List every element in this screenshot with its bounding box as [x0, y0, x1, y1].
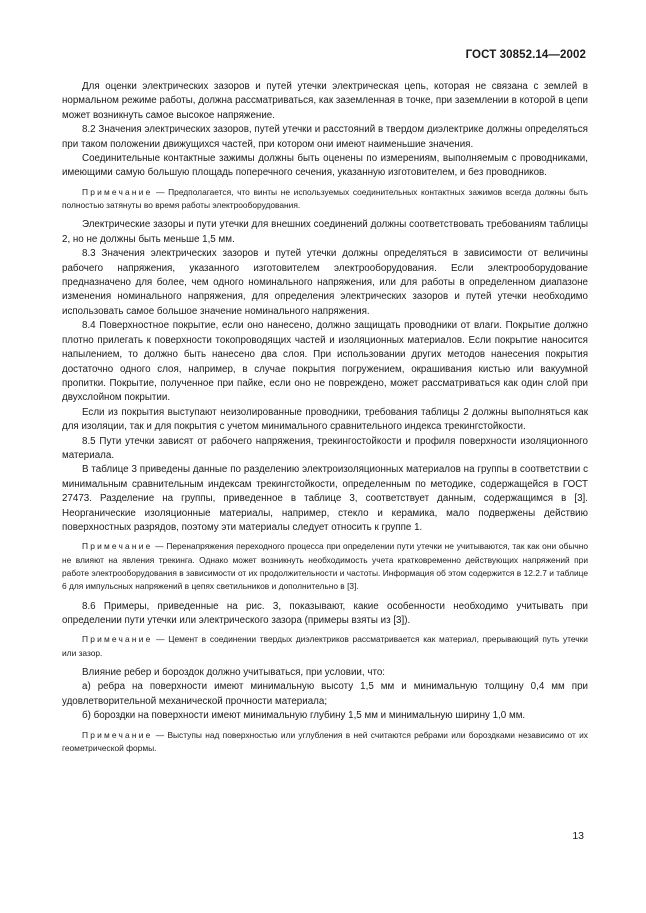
paragraph-8-3: 8.3 Значения электрических зазоров и путей утечки должны определяться в зависимости от величины рабочего напряжения, указанного изготовителем электрооборудования. Если электрооборудование предназначено для более, чем одного номинального напряжения, или для работы в определенном диапазоне изменения номинального напряжения, для определения электрических зазоров и путей утечки необходимо использовать самое большое значение номинального напряжения. — [62, 248, 588, 317]
paragraph-terminals: Соединительные контактные зажимы должны быть оценены по измерениям, выполняемым с проводниками, имеющими самую большую площадь поперечного сечения, указанную изготовителем, и без проводников. — [62, 153, 588, 179]
paragraph-ribs: а) ребра на поверхности имеют минимальную высоту 1,5 мм и минимальную толщину 0,4 мм при удовлетворительной механической прочности материала; — [62, 681, 588, 707]
page-body — [62, 80, 588, 761]
paragraph-circuit-grounding: Для оценки электрических зазоров и путей утечки электрическая цепь, которая не связана с землей в нормальном режиме работы, должна рассматриваться, как заземленная в точке, при заземлении в которой в цепи может возникнуть самое высокое напряжение. — [62, 81, 588, 121]
note-label: Примечание — [82, 729, 153, 740]
paragraph-bare-conductors: Если из покрытия выступают неизолированные проводники, требования таблицы 2 должны выполняться как для изоляции, так и для покрытия с учетом минимального сравнительного индекса трекингстойкости. — [62, 406, 588, 433]
paragraph-ribs-grooves: Влияние ребер и бороздок должно учитываться, при условии, что: — [82, 666, 386, 678]
paragraph-grooves: б) бороздки на поверхности имеют минимальную глубину 1,5 мм и минимальную ширину 1,0 мм. — [82, 710, 526, 722]
note-transient-overvoltages — [62, 540, 588, 593]
document-id-header: ГОСТ 30852.14—2002 — [465, 49, 586, 61]
page-number: 13 — [572, 830, 584, 842]
paragraph-8-4: 8.4 Поверхностное покрытие, если оно нанесено, должно защищать проводники от влаги. Покрытие должно плотно прилегать к поверхности токопроводящих частей и изоляционных материалов. Если покрытие наносится напылением, то должно быть нанесено два слоя. При использовании других методов нанесения покрытия достаточно одного слоя, например, в случае покрытия погружением, окрашивания кистью или вакуумной пропитки. Покрытие, полученное при пайке, если оно не повреждено, может рассматриваться как один слой при двухслойном покрытии. — [62, 320, 588, 404]
paragraph-8-5: 8.5 Пути утечки зависят от рабочего напряжения, трекингостойкости и профиля поверхности изоляционного материала. — [62, 435, 588, 461]
note-protrusions — [62, 729, 588, 756]
note-cement — [62, 633, 588, 660]
note-label: Примечание — [82, 541, 153, 552]
paragraph-8-6: 8.6 Примеры, приведенные на рис. 3, показывают, какие особенности необходимо учитывать при определении пути утечки или электрического зазора (примеры взяты из [3]). — [62, 600, 588, 626]
note-text: — Предполагается, что винты не используемых соединительных контактных зажимов всегда должны быть полностью затянуты во время работы электрооборудования. — [62, 186, 588, 211]
note-label: Примечание — [82, 186, 153, 197]
paragraph-table-3: В таблице 3 приведены данные по разделению электроизоляционных материалов на группы в соответствии с минимальным сравнительным индексам трекингстойкости, определенным по методике, содержащейся в ГОСТ 27473. Разделение на группы, приведенное в таблице 3, соответствует данным, содержащимся в [3]. Неорганические изоляционные материалы, например, стекло и керамика, мало подвержены действию поверхностных разрядов, поэтому эти материалы следует относить к группе 1. — [62, 464, 588, 533]
paragraph-external-connections: Электрические зазоры и пути утечки для внешних соединений должны соответствовать требованиям таблицы 2, но не должны быть меньше 1,5 мм. — [62, 219, 588, 245]
note-text: — Перенапряжения переходного процесса при определении пути утечки не учитываются, так как они обычно не влияют на явления трекинга. Однако может возникнуть необходимость учета кратковременно действующих напряжений при работе электрооборудования в зависимости от их продолжительности и частоты. Информация об этом содержится в 12.2.7 и таблице 6 для импульсных напряжений в цепях светильников и дополнительно в [3]. — [62, 541, 588, 592]
paragraph-8-2: 8.2 Значения электрических зазоров, путей утечки и расстояний в твердом диэлектрике должны определяться при таком положении движущихся частей, при котором они имеют наименьшие значения. — [62, 124, 588, 150]
note-label: Примечание — [82, 634, 153, 645]
note-text: — Выступы над поверхностью или углубления в ней считаются ребрами или бороздками независимо от их геометрической формы. — [62, 729, 588, 753]
note-text: — Цемент в соединении твердых диэлектриков рассматривается как материал, прерывающий путь утечки или зазор. — [62, 634, 588, 658]
note-terminal-screws — [62, 186, 588, 213]
